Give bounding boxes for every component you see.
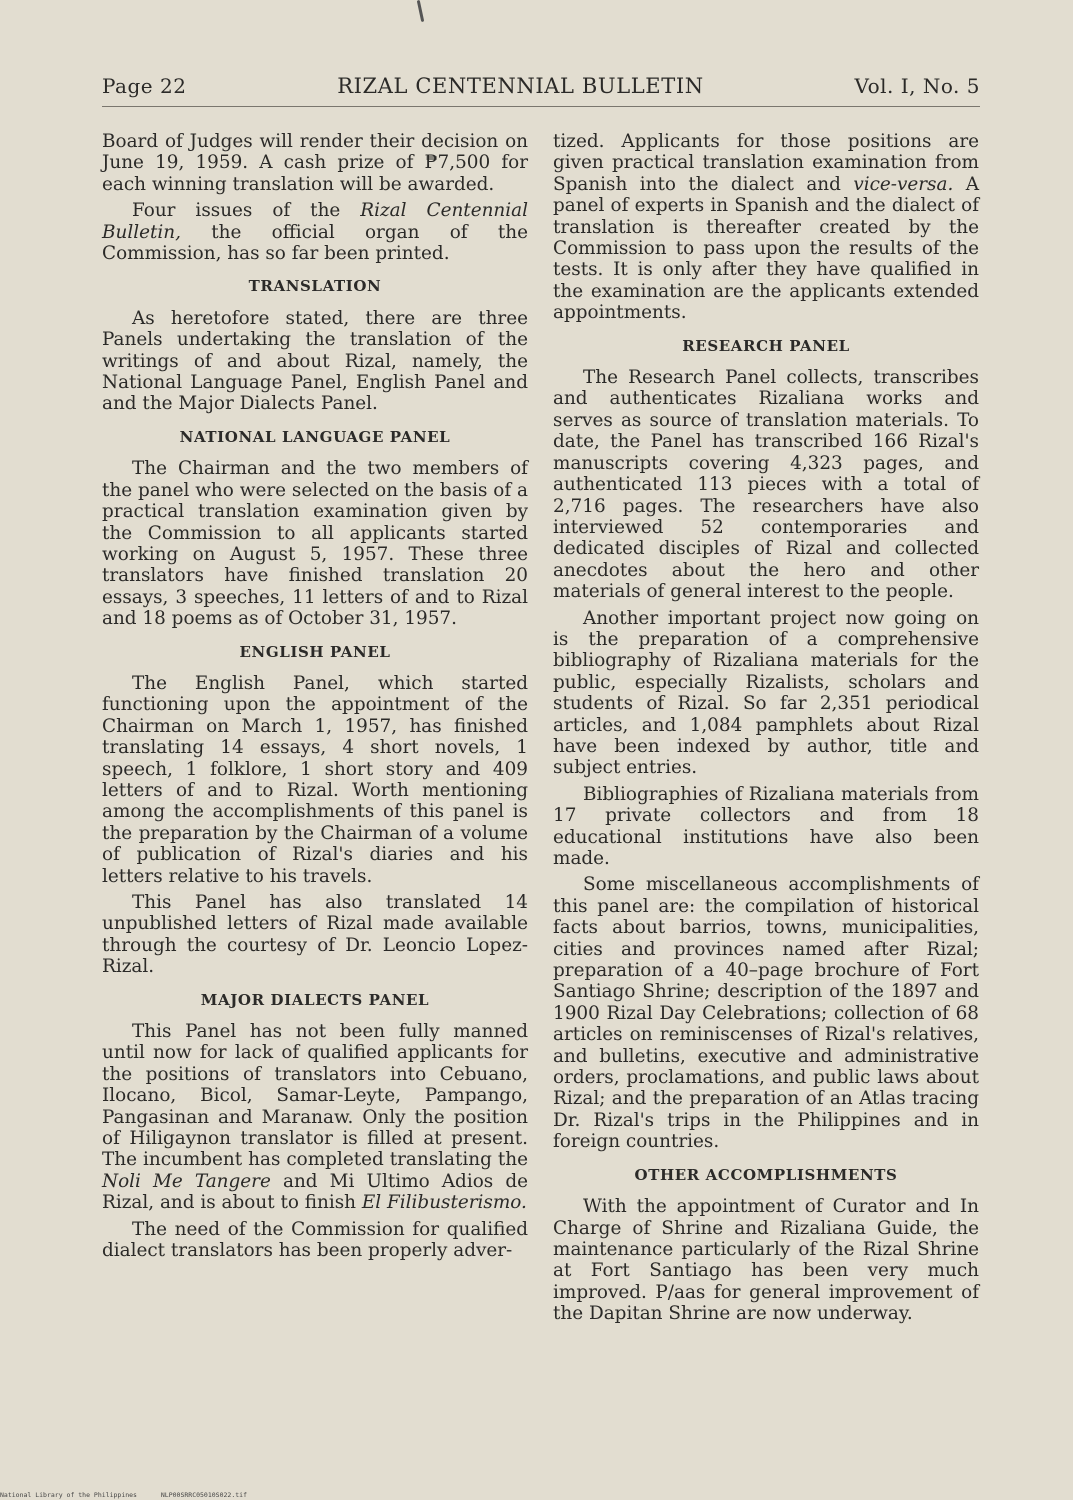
heading-english-panel: ENGLISH PANEL: [239, 642, 391, 661]
heading-research-panel: RESEARCH PANEL: [682, 336, 850, 355]
paragraph-judges: Board of Judges will render their decision on June 19, 1959. A cash prize of ₱7,500 for each winning translation will be awarded.: [102, 131, 528, 195]
paragraph-other-accomplishments: With the appointment of Curator and In Charge of Shrine and Rizaliana Guide, the maintenance particularly of the Rizal Shrine at Fort Santiago has been very much improved. P/aas for general improvement of the Dapitan Shrine are now underway.: [553, 1196, 979, 1325]
library-label: National Library of the Philippines: [0, 1491, 137, 1499]
paragraph-english-1: The English Panel, which started functioning upon the appointment of the Chairman on March 1, 1957, has finished translating 14 essays, 4 short novels, 1 speech, 1 folklore, 1 short story and 409 letters of and to Rizal. Worth mentioning among the accomplishments of this panel is the preparation by the Chairman of a volume of publication of Rizal's diaries and his letters relative to his travels.: [102, 672, 528, 887]
heading-other-accomplishments: OTHER ACCOMPLISHMENTS: [634, 1165, 898, 1184]
heading-translation: TRANSLATION: [248, 277, 382, 296]
file-id-label: NLP00SRRC05010S022.tif: [160, 1491, 247, 1499]
right-column: [553, 131, 979, 1330]
paragraph-research-4: Some miscellaneous accomplishments of this panel are: the compilation of historical facts about barrios, towns, municipalities, cities and provinces named after Rizal; preparation of a 40–page brochure of Fort Santiago Shrine; description of the 1897 and 1900 Rizal Day Celebrations; collection of 68 articles on reminiscenses of Rizal's relatives, and bulletins, executive and administrative orders, proclamations, and public laws about Rizal; and the preparation of an Atlas tracing Dr. Rizal's trips in the Philippines and in foreign countries.: [553, 874, 979, 1153]
paragraph-national-language: The Chairman and the two members of the panel who were selected on the basis of a practical translation examination given by the Commission to all applicants started working on August 5, 1957. These three translators have finished translation 20 essays, 3 speeches, 11 letters of and to Rizal and 18 poems as of October 31, 1957.: [102, 458, 528, 630]
pencil-mark: [417, 0, 425, 22]
header-rule: [102, 106, 980, 107]
paragraph-major-dialects: This Panel has not been fully manned until now for lack of qualified applicants for the positions of translators into Cebuano, Ilocano, Bicol, Samar-Leyte, Pampango, Pangasinan and Maranaw. Only the position of Hiligaynon translator is filled at present. The incumbent has completed translating the Noli Me Tangere and Mi Ultimo Adios de Rizal, and is about to finish El Filibusterismo.: [102, 1021, 528, 1214]
volume-number: Vol. I, No. 5: [854, 74, 980, 98]
paragraph-translation: As heretofore stated, there are three Panels undertaking the translation of the writings of and about Rizal, namely, the National Language Panel, English Panel and and the Major Dialects Panel.: [102, 307, 528, 415]
left-column: [102, 131, 528, 1267]
paragraph-research-1: The Research Panel collects, transcribes and authenticates Rizaliana works and serves as source of translation materials. To date, the Panel has transcribed 166 Rizal's manuscripts covering 4,323 pages, and authenticated 113 pieces with a total of 2,716 pages. The researchers have also interviewed 52 contemporaries and dedicated disciples of Rizal and collected anecdotes about the hero and other materials of general interest to the people.: [553, 367, 979, 603]
heading-major-dialects-panel: MAJOR DIALECTS PANEL: [200, 990, 430, 1009]
paragraph-bulletin-issues: Four issues of the Rizal Centennial Bulletin, the official organ of the Commission, has so far been printed.: [102, 200, 528, 265]
paragraph-english-2: This Panel has also translated 14 unpublished letters of Rizal made available through the courtesy of Dr. Leoncio Lopez-Rizal.: [102, 892, 528, 978]
page-number: Page 22: [102, 74, 187, 98]
bulletin-title: RIZAL CENTENNIAL BULLETIN: [337, 74, 704, 98]
paragraph-continued: tized. Applicants for those positions are given practical translation examination from Spanish into the dialect and vice-versa. A panel of experts in Spanish and the dialect of translation is thereafter created by the Commission to pass upon the results of the tests. It is only after they have qualified in the examination are the applicants extended appointments.: [553, 131, 979, 324]
paragraph-dialect-translators-need: The need of the Commission for qualified dialect translators has been properly adver-: [102, 1218, 528, 1262]
scan-footer: [0, 1491, 1073, 1500]
heading-national-language-panel: NATIONAL LANGUAGE PANEL: [179, 427, 451, 446]
paragraph-research-2: Another important project now going on is the preparation of a comprehensive bibliography of Rizaliana materials for the public, especially Rizalists, scholars and students of Rizal. So far 2,351 periodical articles, and 1,084 pamphlets about Rizal have been indexed by author, title and subject entries.: [553, 607, 979, 779]
page-header: [102, 74, 980, 104]
paragraph-research-3: Bibliographies of Rizaliana materials from 17 private collectors and from 18 educational institutions have also been made.: [553, 783, 979, 869]
